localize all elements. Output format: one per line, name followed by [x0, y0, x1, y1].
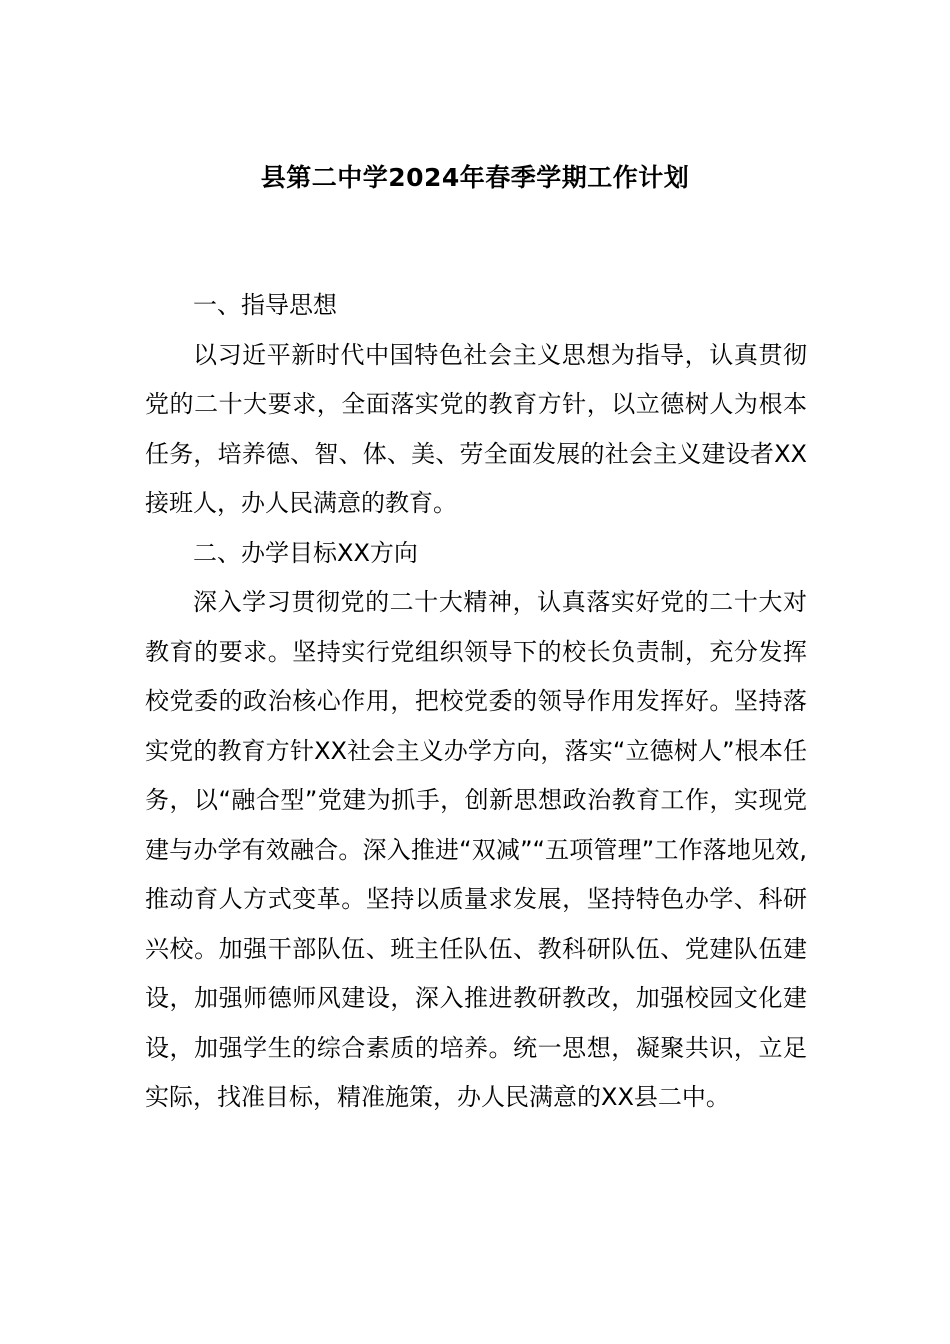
- section-heading-school-goals: 二、办学目标XX方向: [193, 538, 418, 567]
- document-body: [145, 281, 807, 1123]
- section-heading-guiding-ideology: 一、指导思想: [193, 291, 337, 319]
- section-paragraph-guiding-ideology: 以习近平新时代中国特色社会主义思想为指导，认真贯彻党的二十大要求，全面落实党的教育方针，以立德树人为根本任务，培养德、智、体、美、劳全面发展的社会主义建设者XX接班人，办人民满意的教育。: [145, 340, 807, 517]
- section-paragraph-school-goals: 深入学习贯彻党的二十大精神，认真落实好党的二十大对教育的要求。坚持实行党组织领导下的校长负责制，充分发挥校党委的政治核心作用，把校党委的领导作用发挥好。坚持落实党的教育方针XX社会主义办学方向，落实“立德树人”根本任务，以“融合型”党建为抓手，创新思想政治教育工作，实现党建与办学有效融合。深入推进“双减”“五项管理”工作落地见效,推动育人方式变革。坚持以质量求发展，坚持特色办学、科研兴校。加强干部队伍、班主任队伍、教科研队伍、党建队伍建设，加强师德师风建设，深入推进教研教改，加强校园文化建设，加强学生的综合素质的培养。统一思想，凝聚共识，立足实际，找准目标，精准施策，办人民满意的XX县二中。: [145, 588, 807, 1111]
- document-title: 县第二中学2024年春季学期工作计划: [260, 163, 690, 192]
